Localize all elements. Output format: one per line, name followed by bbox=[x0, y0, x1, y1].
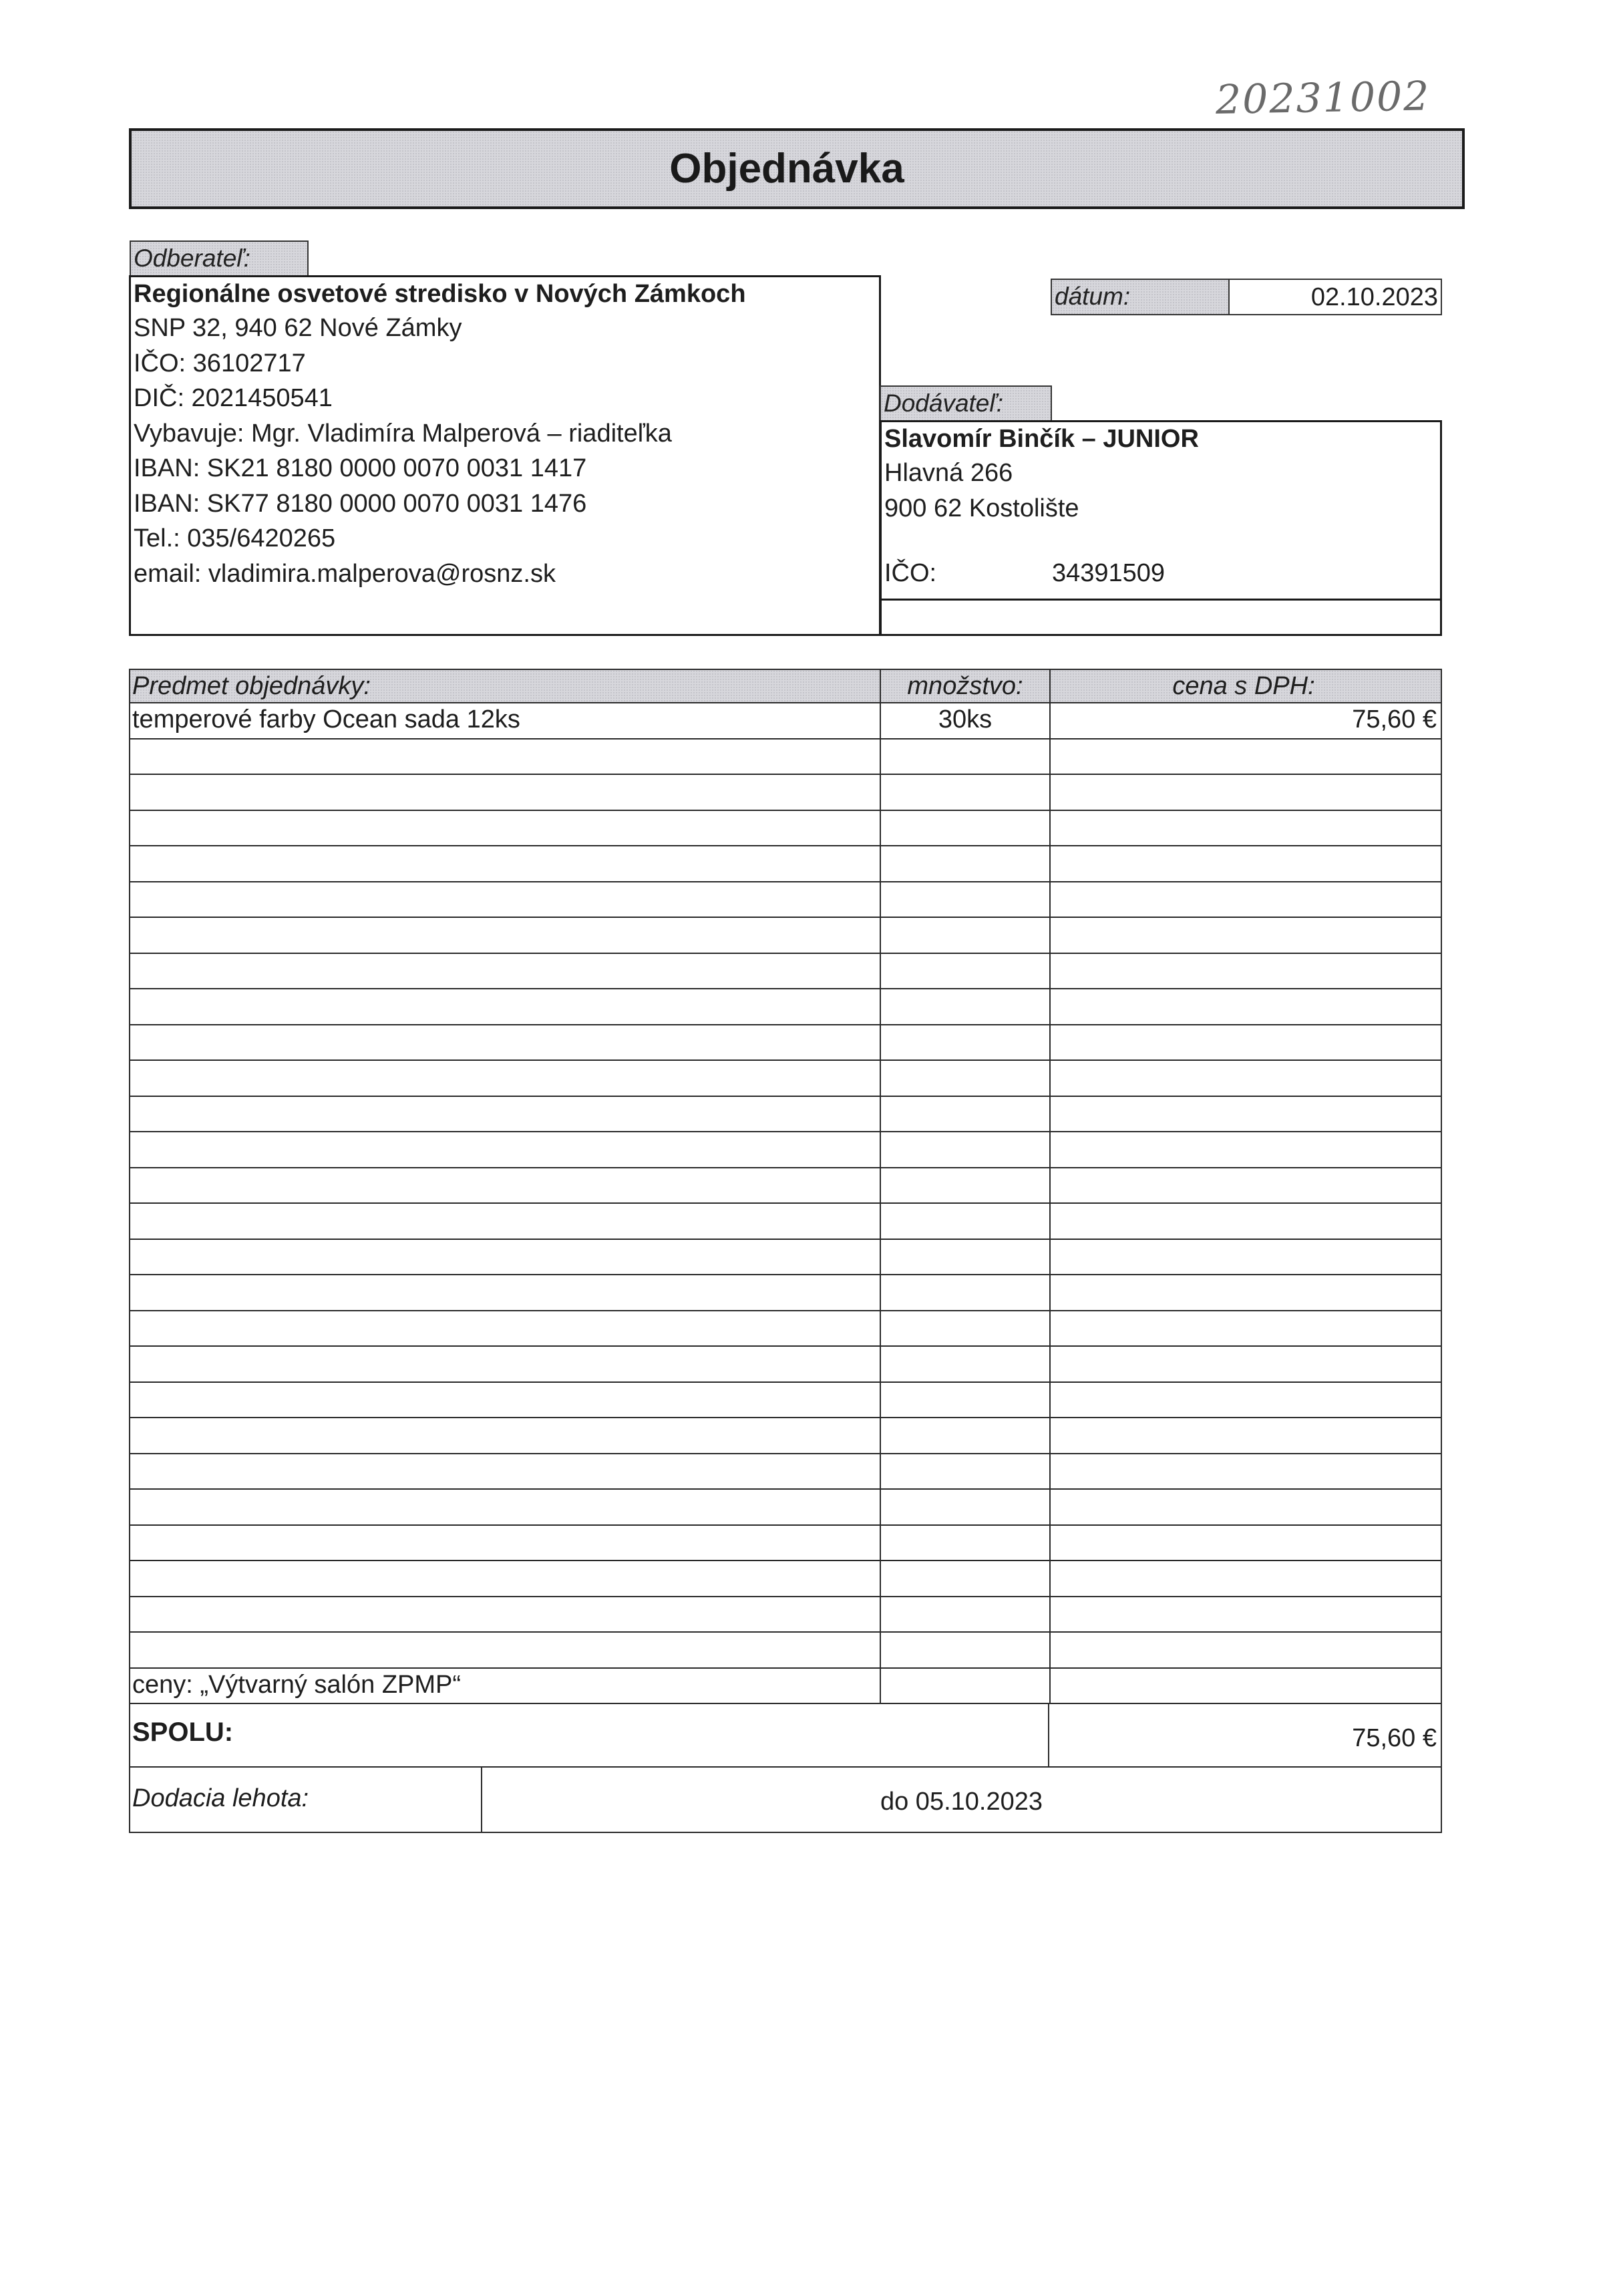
table-row-empty bbox=[129, 1526, 1442, 1562]
empty-subject-cell bbox=[129, 1168, 880, 1203]
empty-price-cell bbox=[1049, 1275, 1442, 1310]
empty-subject-cell bbox=[129, 1526, 880, 1561]
empty-quantity-cell bbox=[880, 1418, 1049, 1453]
table-row-empty bbox=[129, 1597, 1442, 1633]
empty-subject-cell bbox=[129, 989, 880, 1024]
empty-price-cell bbox=[1049, 1204, 1442, 1239]
empty-price-cell bbox=[1049, 1168, 1442, 1203]
empty-price-cell bbox=[1049, 1097, 1442, 1132]
empty-price-cell bbox=[1049, 1561, 1442, 1596]
buyer-handled-by: Vybavuje: Mgr. Vladimíra Malperová – riaditeľka bbox=[134, 419, 672, 448]
empty-subject-cell bbox=[129, 811, 880, 846]
total-label: SPOLU: bbox=[129, 1704, 1048, 1766]
empty-subject-cell bbox=[129, 1240, 880, 1275]
table-body bbox=[129, 703, 1442, 1669]
empty-quantity-cell bbox=[880, 918, 1049, 953]
empty-price-cell bbox=[1049, 882, 1442, 917]
delivery-value: do 05.10.2023 bbox=[481, 1768, 1442, 1832]
buyer-label: Odberateľ: bbox=[130, 240, 309, 276]
table-row-empty bbox=[129, 1097, 1442, 1133]
empty-subject-cell bbox=[129, 1454, 880, 1489]
document-title-box bbox=[129, 128, 1465, 209]
table-row-empty bbox=[129, 811, 1442, 847]
buyer-dic: DIČ: 2021450541 bbox=[134, 384, 333, 412]
supplier-box-extra-row bbox=[880, 599, 1442, 636]
handwritten-order-number: 20231002 bbox=[1215, 73, 1431, 124]
table-row-empty bbox=[129, 1025, 1442, 1061]
empty-quantity-cell bbox=[880, 1347, 1049, 1381]
empty-subject-cell bbox=[129, 1347, 880, 1381]
table-row-empty bbox=[129, 740, 1442, 776]
header-subject: Predmet objednávky: bbox=[129, 670, 880, 702]
supplier-ico-label: IČO: bbox=[884, 559, 937, 587]
empty-quantity-cell bbox=[880, 1132, 1049, 1167]
items-table bbox=[129, 669, 1442, 1704]
empty-quantity-cell bbox=[880, 1633, 1049, 1667]
buyer-box bbox=[129, 275, 881, 636]
empty-subject-cell bbox=[129, 918, 880, 953]
empty-quantity-cell bbox=[880, 882, 1049, 917]
empty-price-cell bbox=[1049, 811, 1442, 846]
table-row-empty bbox=[129, 1204, 1442, 1240]
price-note: ceny: „Výtvarný salón ZPMP“ bbox=[129, 1669, 880, 1703]
item-subject: temperové farby Ocean sada 12ks bbox=[129, 703, 880, 738]
table-row-empty bbox=[129, 1454, 1442, 1490]
table-row-empty bbox=[129, 1132, 1442, 1168]
empty-subject-cell bbox=[129, 1490, 880, 1524]
delivery-row bbox=[129, 1768, 1442, 1833]
table-row-empty bbox=[129, 1240, 1442, 1276]
supplier-label: Dodávateľ: bbox=[880, 385, 1052, 421]
empty-subject-cell bbox=[129, 1633, 880, 1667]
empty-subject-cell bbox=[129, 1597, 880, 1632]
supplier-name: Slavomír Binčík – JUNIOR bbox=[884, 425, 1199, 453]
empty-quantity-cell bbox=[880, 1311, 1049, 1346]
table-row-empty bbox=[129, 989, 1442, 1025]
empty-subject-cell bbox=[129, 882, 880, 917]
table-row-empty bbox=[129, 1311, 1442, 1347]
empty-subject-cell bbox=[129, 1132, 880, 1167]
empty-price-cell bbox=[1049, 1311, 1442, 1346]
table-row bbox=[129, 703, 1442, 740]
total-value: 75,60 € bbox=[1048, 1704, 1442, 1766]
supplier-ico-value: 34391509 bbox=[1052, 559, 1166, 587]
date-value: 02.10.2023 bbox=[1228, 279, 1442, 315]
empty-quantity-cell bbox=[880, 1597, 1049, 1632]
empty-price-cell bbox=[1049, 1383, 1442, 1418]
empty-price-cell bbox=[1049, 918, 1442, 953]
empty-subject-cell bbox=[129, 775, 880, 810]
empty-quantity-cell bbox=[880, 740, 1049, 774]
empty-price-cell bbox=[1049, 775, 1442, 810]
buyer-email[interactable]: email: vladimira.malperova@rosnz.sk bbox=[134, 559, 556, 588]
table-row-empty bbox=[129, 1347, 1442, 1383]
empty-quantity-cell bbox=[880, 1061, 1049, 1096]
empty-subject-cell bbox=[129, 1204, 880, 1239]
empty-subject-cell bbox=[129, 1061, 880, 1096]
empty-price-cell bbox=[1049, 1490, 1442, 1524]
table-row-empty bbox=[129, 846, 1442, 882]
empty-price-cell bbox=[1049, 989, 1442, 1024]
supplier-city: 900 62 Kostolište bbox=[884, 494, 1079, 522]
empty-price-cell bbox=[1049, 1240, 1442, 1275]
table-row-empty bbox=[129, 1418, 1442, 1454]
empty-subject-cell bbox=[129, 1383, 880, 1418]
item-quantity: 30ks bbox=[880, 703, 1049, 738]
table-row-empty bbox=[129, 1490, 1442, 1526]
empty-price-cell bbox=[1049, 1132, 1442, 1167]
table-row-empty bbox=[129, 775, 1442, 811]
buyer-address: SNP 32, 940 62 Nové Zámky bbox=[134, 314, 462, 342]
empty-quantity-cell bbox=[880, 954, 1049, 989]
empty-subject-cell bbox=[129, 954, 880, 989]
empty-price-cell bbox=[1049, 1347, 1442, 1381]
document-title: Objednávka bbox=[669, 146, 904, 192]
buyer-iban-2: IBAN: SK77 8180 0000 0070 0031 1476 bbox=[134, 489, 587, 518]
empty-quantity-cell bbox=[880, 775, 1049, 810]
table-row-empty bbox=[129, 1168, 1442, 1204]
header-price: cena s DPH: bbox=[1049, 670, 1442, 702]
empty-price-cell bbox=[1049, 1633, 1442, 1667]
empty-quantity-cell bbox=[880, 1275, 1049, 1310]
empty-price-cell bbox=[1049, 1061, 1442, 1096]
empty-quantity-cell bbox=[880, 1168, 1049, 1203]
empty-subject-cell bbox=[129, 1097, 880, 1132]
empty-subject-cell bbox=[129, 1275, 880, 1310]
buyer-phone: Tel.: 035/6420265 bbox=[134, 524, 336, 552]
empty-quantity-cell bbox=[880, 1490, 1049, 1524]
item-price: 75,60 € bbox=[1049, 703, 1442, 738]
empty-quantity-cell bbox=[880, 1383, 1049, 1418]
total-row bbox=[129, 1704, 1442, 1768]
table-note-row bbox=[129, 1669, 1442, 1705]
table-row-empty bbox=[129, 1633, 1442, 1669]
table-row-empty bbox=[129, 1061, 1442, 1097]
note-price-cell bbox=[1049, 1669, 1442, 1703]
delivery-label: Dodacia lehota: bbox=[129, 1768, 481, 1832]
empty-quantity-cell bbox=[880, 811, 1049, 846]
empty-quantity-cell bbox=[880, 1097, 1049, 1132]
table-row-empty bbox=[129, 1561, 1442, 1597]
empty-quantity-cell bbox=[880, 846, 1049, 881]
buyer-iban-1: IBAN: SK21 8180 0000 0070 0031 1417 bbox=[134, 454, 587, 482]
buyer-name: Regionálne osvetové stredisko v Nových Zámkoch bbox=[134, 280, 746, 308]
empty-price-cell bbox=[1049, 846, 1442, 881]
empty-price-cell bbox=[1049, 1454, 1442, 1489]
header-quantity: množstvo: bbox=[880, 670, 1049, 702]
table-row-empty bbox=[129, 918, 1442, 954]
empty-quantity-cell bbox=[880, 1454, 1049, 1489]
empty-price-cell bbox=[1049, 1597, 1442, 1632]
supplier-street: Hlavná 266 bbox=[884, 459, 1013, 487]
empty-quantity-cell bbox=[880, 1204, 1049, 1239]
empty-price-cell bbox=[1049, 1418, 1442, 1453]
empty-price-cell bbox=[1049, 1025, 1442, 1060]
empty-price-cell bbox=[1049, 1526, 1442, 1561]
empty-price-cell bbox=[1049, 740, 1442, 774]
empty-subject-cell bbox=[129, 1561, 880, 1596]
table-row-empty bbox=[129, 954, 1442, 990]
empty-subject-cell bbox=[129, 1311, 880, 1346]
empty-subject-cell bbox=[129, 740, 880, 774]
empty-quantity-cell bbox=[880, 1025, 1049, 1060]
empty-price-cell bbox=[1049, 954, 1442, 989]
empty-quantity-cell bbox=[880, 1240, 1049, 1275]
table-row-empty bbox=[129, 1275, 1442, 1311]
table-header-row bbox=[129, 669, 1442, 703]
empty-quantity-cell bbox=[880, 1526, 1049, 1561]
empty-subject-cell bbox=[129, 1418, 880, 1453]
note-quantity-cell bbox=[880, 1669, 1049, 1703]
supplier-box bbox=[880, 420, 1442, 601]
buyer-ico: IČO: 36102717 bbox=[134, 349, 306, 377]
date-label: dátum: bbox=[1051, 279, 1230, 315]
empty-quantity-cell bbox=[880, 1561, 1049, 1596]
table-row-empty bbox=[129, 1383, 1442, 1419]
empty-quantity-cell bbox=[880, 989, 1049, 1024]
empty-subject-cell bbox=[129, 1025, 880, 1060]
table-row-empty bbox=[129, 882, 1442, 919]
empty-subject-cell bbox=[129, 846, 880, 881]
